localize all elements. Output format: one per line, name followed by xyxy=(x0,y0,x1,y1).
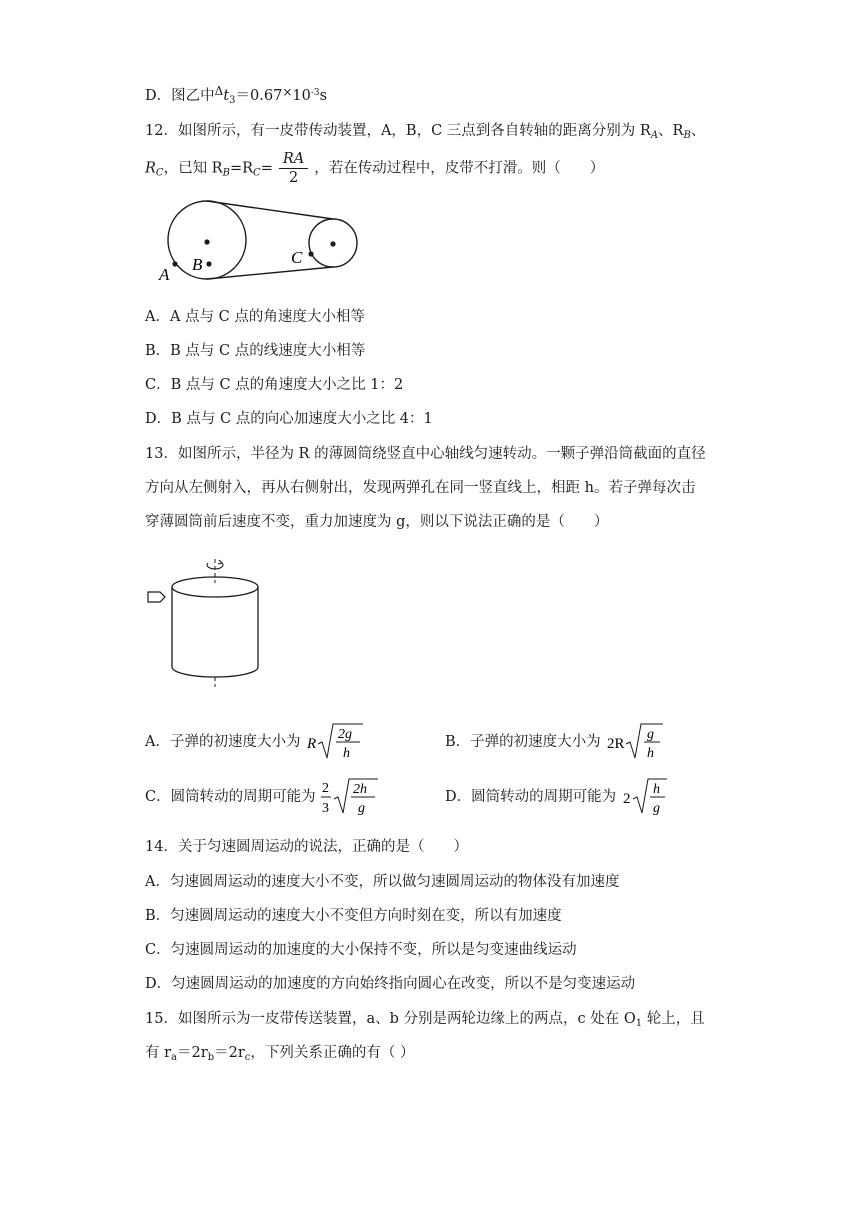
rotating-cylinder-figure xyxy=(145,555,285,690)
cylinder-bottom xyxy=(172,667,258,677)
sqrt-expression-d xyxy=(621,775,671,819)
sqrt-expression-b xyxy=(605,720,669,764)
q12-stem-line2: $R_C$，已知 $R_B=R_C=$ $\frac{RA}{2}$ ，若在传动过程中，皮带不打滑。则（ ） xyxy=(145,151,605,186)
q14-option-b: B．匀速圆周运动的速度大小不变但方向时刻在变，所以有加速度 xyxy=(145,908,562,924)
q13-stem-line1: 13．如图所示，半径为 R 的薄圆筒绕竖直中心轴线匀速转动。一颗子弹沿筒截面的直径 xyxy=(145,446,706,462)
q12-option-b: B．B 点与 C 点的线速度大小相等 xyxy=(145,343,366,359)
svg-text:2: 2 xyxy=(322,781,330,796)
label-b: B xyxy=(192,255,203,274)
q13-option-a: A．子弹的初速度大小为 R 2g h xyxy=(145,720,365,764)
svg-text:2g: 2g xyxy=(338,727,353,742)
belt-bottom xyxy=(207,267,333,279)
point-b-dot xyxy=(206,261,211,266)
q13-option-d: D．圆筒转动的周期可能为 2 h g xyxy=(445,775,671,819)
q12-option-d: D．B 点与 C 点的向心加速度大小之比 4：1 xyxy=(145,411,433,427)
label-c: C xyxy=(291,248,303,267)
svg-text:g: g xyxy=(652,801,660,816)
svg-text:g: g xyxy=(358,801,366,816)
point-a-dot xyxy=(172,261,177,266)
sqrt-expression-c xyxy=(320,775,380,819)
q14-option-c: C．匀速圆周运动的加速度的大小保持不变，所以是匀变速曲线运动 xyxy=(145,942,577,958)
q13-stem-line2: 方向从左侧射入，再从右侧射出，发现两弹孔在同一竖直线上，相距 h。若子弹每次击 xyxy=(145,480,696,496)
q12-stem-line1: 12．如图所示，有一皮带传动装置，A，B，C 三点到各自转轴的距离分别为 $R_A$、$R_B$、 xyxy=(145,123,706,141)
q14-option-d: D．匀速圆周运动的加速度的方向始终指向圆心在改变，所以不是匀变速运动 xyxy=(145,976,636,992)
label-a: A xyxy=(159,265,170,284)
large-axis-dot xyxy=(204,239,209,244)
q13-option-c: C．圆筒转动的周期可能为 2 3 2h g xyxy=(145,775,380,819)
point-c-dot xyxy=(308,251,313,256)
svg-text:2R: 2R xyxy=(607,736,625,752)
q14-option-a: A．匀速圆周运动的速度大小不变，所以做匀速圆周运动的物体没有加速度 xyxy=(145,874,620,890)
q15-stem-line2: 有 $r_a=2r_b=2r_c$，下列关系正确的有（ ） xyxy=(145,1045,415,1063)
svg-text:R: R xyxy=(307,736,317,752)
belt-top xyxy=(207,201,333,219)
q11-option-d: D．图乙中$^\Delta t_3=0.67^\times 10^{-3}s$ xyxy=(145,84,328,106)
q15-stem-line1: 15．如图所示为一皮带传送装置，a、b 分别是两轮边缘上的两点，c 处在 $O_1$ 轮上，且 xyxy=(145,1011,705,1029)
sqrt-expression-a xyxy=(305,720,365,764)
q13-option-b: B．子弹的初速度大小为 2R g h xyxy=(445,720,669,764)
svg-text:2: 2 xyxy=(622,791,631,807)
svg-text:h: h xyxy=(652,782,660,797)
svg-text:h: h xyxy=(343,746,351,761)
small-axis-dot xyxy=(330,241,335,246)
fraction-ra-over-2: $\frac{RA}{2}$ xyxy=(279,150,308,187)
q14-stem: 14．关于匀速圆周运动的说法，正确的是（ ） xyxy=(145,839,468,855)
q12-option-a: A．A 点与 C 点的角速度大小相等 xyxy=(145,309,365,325)
svg-text:h: h xyxy=(647,746,655,761)
svg-text:2h: 2h xyxy=(353,782,368,797)
bullet-icon xyxy=(148,592,165,602)
q12-option-c: C．B 点与 C 点的角速度大小之比 1：2 xyxy=(145,377,404,393)
q13-stem-line3: 穿薄圆筒前后速度不变，重力加速度为 g，则以下说法正确的是（ ） xyxy=(145,514,609,530)
belt-pulley-figure xyxy=(150,195,370,285)
svg-text:3: 3 xyxy=(322,801,330,816)
svg-text:g: g xyxy=(647,727,655,742)
